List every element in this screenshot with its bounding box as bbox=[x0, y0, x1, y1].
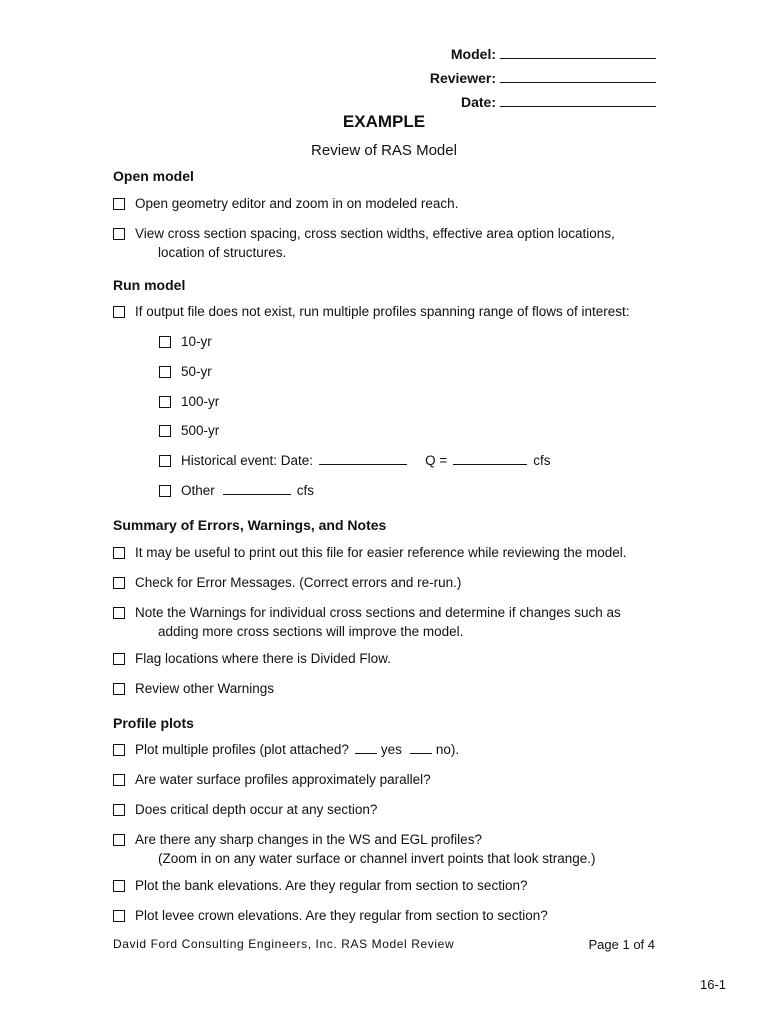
checkbox[interactable] bbox=[113, 306, 125, 318]
footer-left-text: David Ford Consulting Engineers, Inc. RAS Model Review bbox=[113, 937, 455, 951]
checkbox[interactable] bbox=[113, 228, 125, 240]
page-subtitle: Review of RAS Model bbox=[311, 142, 457, 159]
sub-checklist-item: 500-yr bbox=[159, 421, 219, 440]
reviewer-label: Reviewer: bbox=[429, 70, 496, 86]
historical-q-blank[interactable] bbox=[453, 451, 527, 465]
date-label: Date: bbox=[460, 94, 496, 110]
checkbox[interactable] bbox=[113, 607, 125, 619]
sub-checklist-item: 100-yr bbox=[159, 392, 219, 411]
checklist-item: Note the Warnings for individual cross sections and determine if changes such as adding more cross sections will improve the model. bbox=[113, 603, 621, 641]
checkbox[interactable] bbox=[113, 774, 125, 786]
checklist-item: Plot the bank elevations. Are they regular from section to section? bbox=[113, 876, 527, 895]
checkbox[interactable] bbox=[159, 366, 171, 378]
date-input-line[interactable] bbox=[500, 94, 656, 107]
checkbox[interactable] bbox=[113, 834, 125, 846]
page-number: 16-1 bbox=[700, 977, 727, 992]
section-errors-heading: Summary of Errors, Warnings, and Notes bbox=[113, 517, 387, 533]
checkbox[interactable] bbox=[113, 744, 125, 756]
checkbox[interactable] bbox=[113, 547, 125, 559]
checkbox[interactable] bbox=[113, 683, 125, 695]
checkbox[interactable] bbox=[159, 485, 171, 497]
checkbox[interactable] bbox=[159, 336, 171, 348]
reviewer-input-line[interactable] bbox=[500, 70, 656, 83]
section-run-model-heading: Run model bbox=[113, 277, 186, 293]
checkbox[interactable] bbox=[159, 396, 171, 408]
checkbox[interactable] bbox=[113, 880, 125, 892]
checklist-item: Are water surface profiles approximately parallel? bbox=[113, 770, 431, 789]
checklist-item: Plot levee crown elevations. Are they regular from section to section? bbox=[113, 906, 548, 925]
checklist-item: View cross section spacing, cross section widths, effective area option locations, location of structures. bbox=[113, 224, 615, 262]
checkbox[interactable] bbox=[159, 425, 171, 437]
checklist-item: Plot multiple profiles (plot attached? yes no). bbox=[113, 740, 459, 759]
checklist-item: Check for Error Messages. (Correct errors and re-run.) bbox=[113, 573, 461, 592]
model-field bbox=[380, 46, 656, 62]
historical-date-blank[interactable] bbox=[319, 451, 407, 465]
checkbox[interactable] bbox=[159, 455, 171, 467]
checkbox[interactable] bbox=[113, 577, 125, 589]
footer-page-count: Page 1 of 4 bbox=[588, 937, 655, 952]
model-label: Model: bbox=[450, 46, 496, 62]
section-open-model-heading: Open model bbox=[113, 168, 194, 184]
checkbox[interactable] bbox=[113, 198, 125, 210]
other-flow-blank[interactable] bbox=[223, 481, 291, 495]
sub-checklist-item: 50-yr bbox=[159, 362, 212, 381]
checklist-item: Does critical depth occur at any section? bbox=[113, 800, 377, 819]
sub-checklist-item: 10-yr bbox=[159, 332, 212, 351]
reviewer-field bbox=[380, 70, 656, 86]
checkbox[interactable] bbox=[113, 653, 125, 665]
checklist-item: Flag locations where there is Divided Flow. bbox=[113, 649, 391, 668]
checkbox[interactable] bbox=[113, 804, 125, 816]
date-field bbox=[380, 94, 656, 110]
checklist-item: Review other Warnings bbox=[113, 679, 274, 698]
sub-checklist-item-other: Other cfs bbox=[159, 481, 314, 500]
sub-checklist-item-historical: Historical event: Date: Q = cfs bbox=[159, 451, 550, 470]
section-profile-plots-heading: Profile plots bbox=[113, 715, 194, 731]
page-footer bbox=[113, 937, 655, 952]
plot-yes-blank[interactable] bbox=[355, 740, 377, 754]
checklist-item: Are there any sharp changes in the WS and EGL profiles? (Zoom in on any water surface or channel invert points that look strange.) bbox=[113, 830, 595, 868]
checklist-item: If output file does not exist, run multiple profiles spanning range of flows of interest: bbox=[113, 302, 630, 321]
checklist-item: It may be useful to print out this file for easier reference while reviewing the model. bbox=[113, 543, 627, 562]
model-input-line[interactable] bbox=[500, 46, 656, 59]
plot-no-blank[interactable] bbox=[410, 740, 432, 754]
checklist-item: Open geometry editor and zoom in on modeled reach. bbox=[113, 194, 458, 213]
page-title: EXAMPLE bbox=[342, 112, 426, 131]
checkbox[interactable] bbox=[113, 910, 125, 922]
